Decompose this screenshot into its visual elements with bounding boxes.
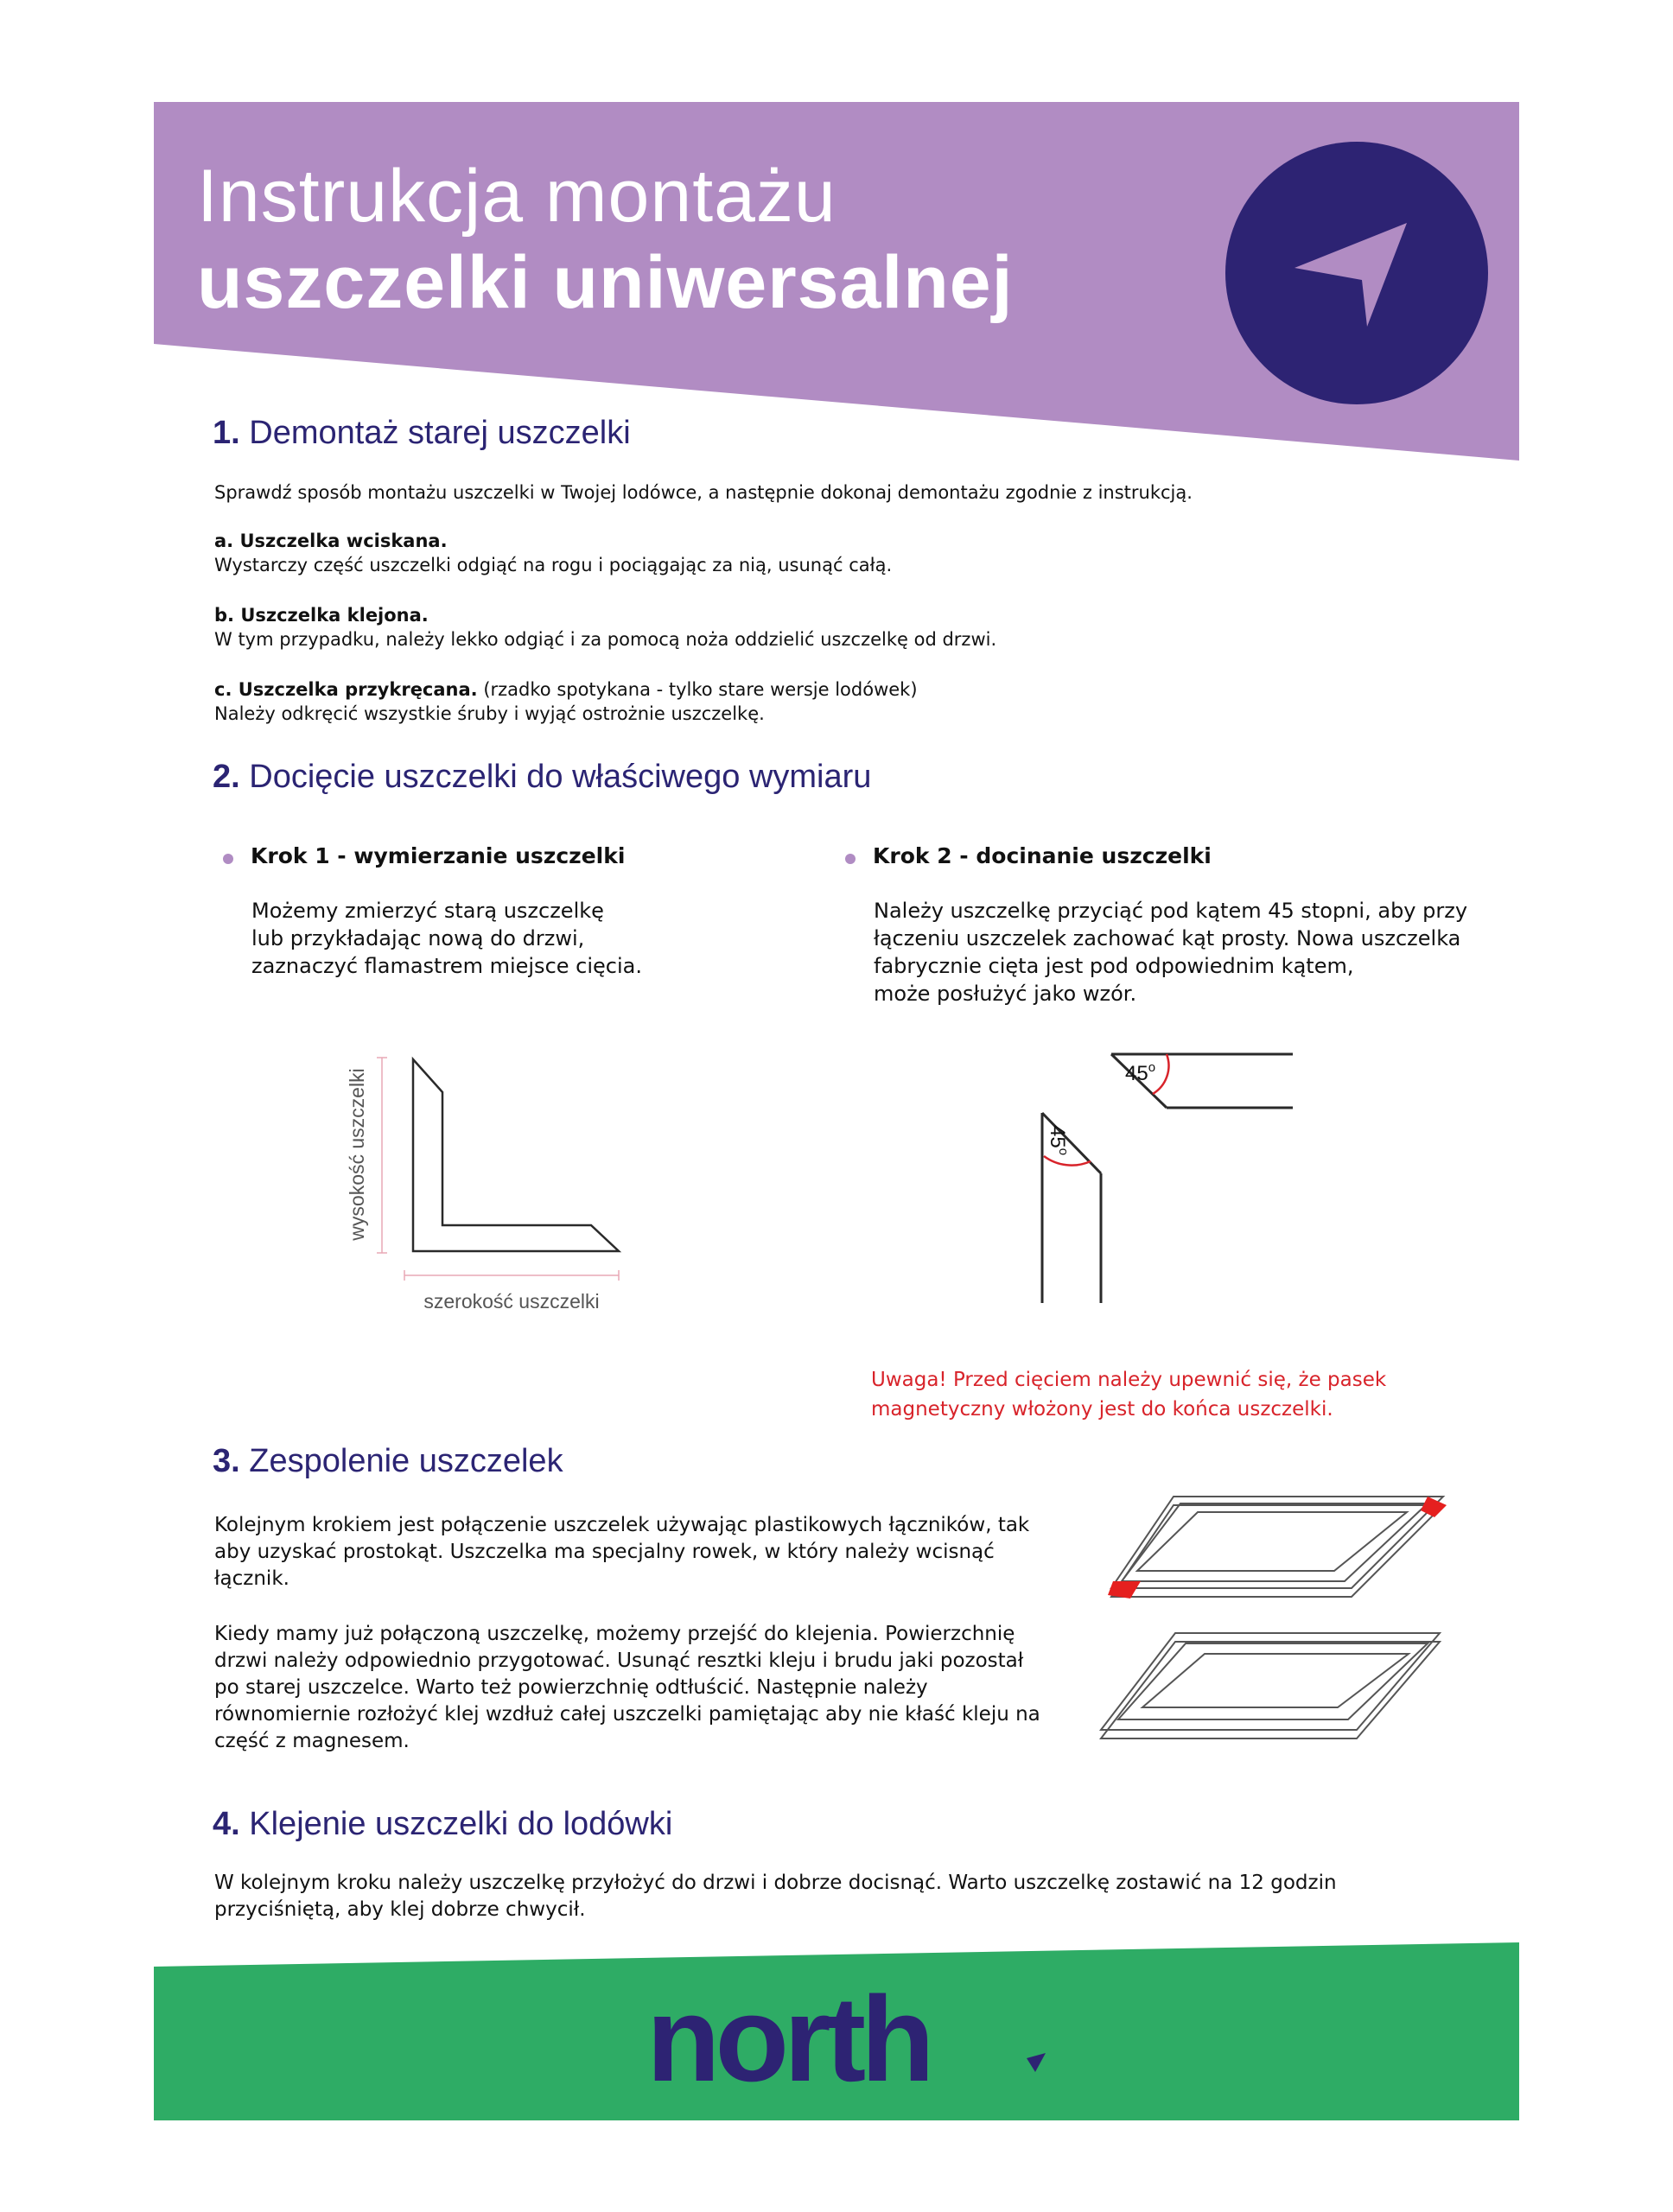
warning-note: Uwaga! Przed cięciem należy upewnić się, że pasek magnetyczny włożony jest do końca uszczelki.: [871, 1369, 1387, 1421]
page-title-line2: uszczelki uniwersalnej: [197, 241, 1014, 324]
instruction-sheet: [154, 102, 1519, 2120]
step1-bullet: [223, 854, 233, 864]
width-label: szerokość uszczelki: [423, 1290, 600, 1313]
page-title-line1: Instrukcja montażu: [197, 155, 836, 238]
section1-c-label: c. Uszczelka przykręcana. (rzadko spotykana - tylko stare wersje lodówek): [214, 679, 918, 700]
gasket-frames-diagram: [1096, 1484, 1459, 1744]
section1-c-text: Należy odkręcić wszystkie śruby i wyjąć ostrożnie uszczelkę.: [214, 703, 765, 724]
step2-bullet: [845, 854, 856, 864]
section1-b-text: W tym przypadku, należy lekko odgiąć i za pomocą noża oddzielić uszczelkę od drzwi.: [214, 629, 997, 650]
section1-title: 1. Demontaż starej uszczelki: [213, 415, 631, 451]
section4-text: W kolejnym kroku należy uszczelkę przyłożyć do drzwi i dobrze docisnąć. Warto uszczelkę zostawić na 12 godzin przyciśniętą, aby klej dobrze chwycił.: [214, 1872, 1337, 1921]
section3-title: 3. Zespolenie uszczelek: [213, 1443, 563, 1479]
section3-para1: Kolejnym krokiem jest połączenie uszczelek używając plastikowych łączników, tak aby uzyskać prostokąt. Uszczelka ma specjalny rowek, w który należy wcisnąć łącznik.: [214, 1514, 1030, 1590]
section1-intro: Sprawdź sposób montażu uszczelki w Twojej lodówce, a następnie dokonaj demontażu zgodnie z instrukcją.: [214, 482, 1193, 503]
measurement-diagram: [335, 1044, 802, 1338]
section1-a-label: a. Uszczelka wciskana.: [214, 531, 448, 551]
section1-a-text: Wystarczy część uszczelki odgiąć na rogu i pociągając za nią, usunąć całą.: [214, 555, 893, 575]
angle-label-side: 45$^o$: [1046, 1125, 1071, 1156]
section2-title: 2. Docięcie uszczelki do właściwego wymiaru: [213, 759, 872, 795]
brand-wordmark: north: [646, 1986, 930, 2098]
north-logo: [646, 1986, 1053, 2098]
cut-angle-diagram: [1018, 1035, 1485, 1320]
step2-text: Należy uszczelkę przyciąć pod kątem 45 stopni, aby przy łączeniu uszczelek zachować kąt prosty. Nowa uszczelka fabrycznie cięta jest pod odpowiednim kątem, może posłużyć jako wzór.: [874, 899, 1468, 1006]
section4-title: 4. Klejenie uszczelki do lodówki: [213, 1806, 673, 1842]
section1-b-label: b. Uszczelka klejona.: [214, 605, 429, 626]
step2-title: Krok 2 - docinanie uszczelki: [873, 843, 1212, 868]
angle-label-top: 45$^o$: [1125, 1060, 1156, 1085]
section1-c-note: (rzadko spotykana - tylko stare wersje lodówek): [477, 679, 918, 700]
height-label: wysokość uszczelki: [346, 1068, 368, 1241]
step1-title: Krok 1 - wymierzanie uszczelki: [251, 843, 626, 868]
step1-text: Możemy zmierzyć starą uszczelkę lub przykładając nową do drzwi, zaznaczyć flamastrem miejsce cięcia.: [251, 899, 642, 978]
arrow-logo-icon: [1224, 140, 1490, 406]
section3-para2: Kiedy mamy już połączoną uszczelkę, możemy przejść do klejenia. Powierzchnię drzwi należy odpowiednio przygotować. Usunąć resztki kleju i brudu jaki pozostał po starej uszczelce. Warto też powierzchnię odtłuścić. Następnie należy równomiernie rozłożyć klej wzdłuż całej uszczelki pamiętając aby nie kłaść kleju na część z magnesem.: [214, 1623, 1040, 1752]
